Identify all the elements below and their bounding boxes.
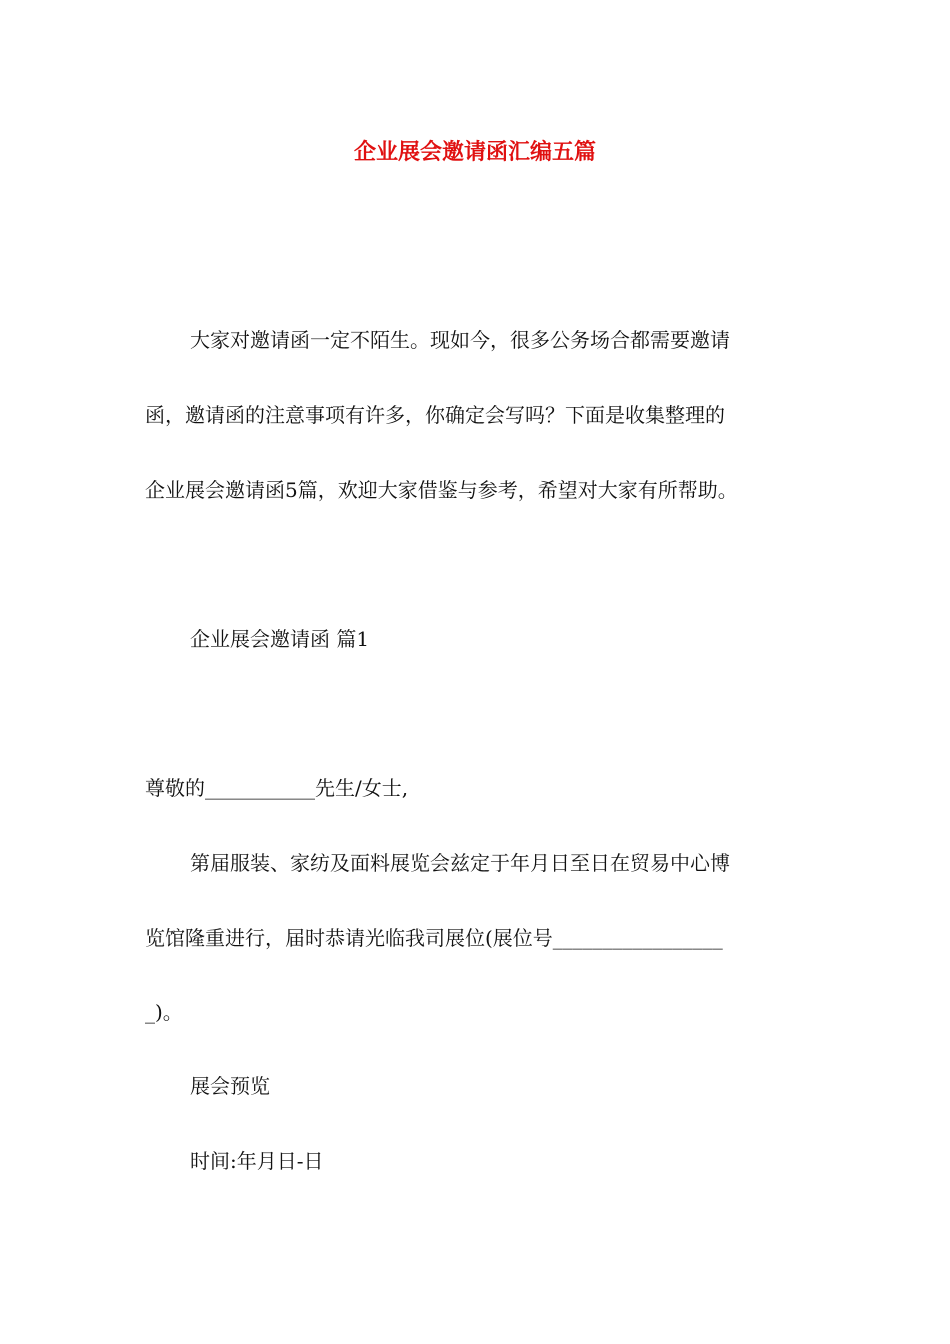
document-title: 企业展会邀请函汇编五篇 (353, 139, 596, 165)
intro-line-3: 企业展会邀请函5篇，欢迎大家借鉴与参考，希望对大家有所帮助。 (145, 478, 738, 502)
intro-line-2: 函，邀请函的注意事项有许多，你确定会写吗？下面是收集整理的 (145, 403, 725, 427)
body-line-1: 第届服装、家纺及面料展览会兹定于年月日至日在贸易中心博 (190, 851, 730, 875)
body-line-3: _)。 (145, 1000, 183, 1024)
salutation: 尊敬的___________先生/女士, (145, 776, 409, 800)
body-line-2: 览馆隆重进行，届时恭请光临我司展位(展位号_________________ (145, 926, 723, 950)
time-line: 时间:年月日-日 (190, 1149, 324, 1173)
preview-heading: 展会预览 (190, 1074, 270, 1098)
intro-line-1: 大家对邀请函一定不陌生。现如今，很多公务场合都需要邀请 (190, 328, 730, 352)
section-heading: 企业展会邀请函 篇1 (190, 627, 370, 651)
